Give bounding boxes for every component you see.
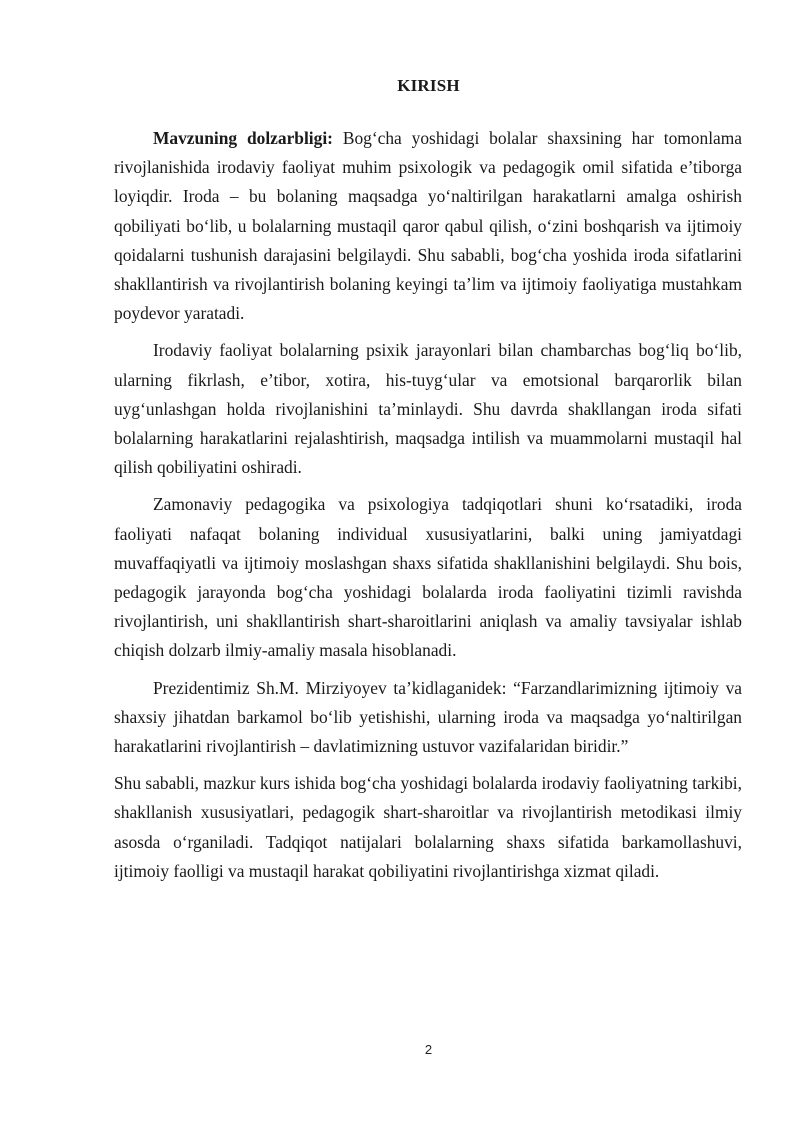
paragraph-course-work: Shu sababli, mazkur kurs ishida bog‘cha yoshidagi bolalarda irodaviy faoliyatning tarkibi, shakllanish xususiyatlari, pedagogik shart-sharoitlar va rivojlantirish metodikasi ilmiy asosda o‘rganiladi. Tadqiqot natijalari bolalarning shaxs sifatida barkamollashuvi, ijtimoiy faolligi va mustaqil harakat qobiliyatini rivojlantirishga xizmat qiladi. bbox=[114, 773, 742, 881]
relevance-lead: Mavzuning dolzarbligi: bbox=[153, 128, 333, 148]
relevance-text: Bog‘cha yoshidagi bolalar shaxsining har tomonlama rivojlanishida irodaviy faoliyat muhim psixologik va pedagogik omil sifatida e’tiborga loyiqdir. Iroda – bu bolaning maqsadga yo‘naltirilgan harakatlarni amalga oshirish qobiliyati bo‘lib, u bolalarning mustaqil qaror qabul qilish, o‘zini boshqarish va ijtimoiy qoidalarni tushunish darajasini belgilaydi. Shu sababli, bog‘cha yoshida iroda sifatlarini shakllantirish va rivojlantirish bolaning keyingi ta’lim va ijtimoiy faoliyatiga mustahkam poydevor yaratadi. bbox=[114, 128, 742, 324]
paragraph-modern-research: Zamonaviy pedagogika va psixologiya tadqiqotlari shuni ko‘rsatadiki, iroda faoliyati nafaqat bolaning individual xususiyatlarini, balki uning jamiyatdagi muvaffaqiyatli va ijtimoiy moslashgan shaxs sifatida shakllanishini belgilaydi. Shu bois, pedagogik jarayonda bog‘cha yoshidagi bolalarda iroda faoliyatini tizimli ravishda rivojlantirish, uni shakllantirish shart-sharoitlarini aniqlash va amaliy tavsiyalar ishlab chiqish dolzarb ilmiy-amaliy masala hisoblanadi. bbox=[114, 494, 742, 661]
paragraph-relevance bbox=[114, 124, 742, 328]
paragraph-president-quote: Prezidentimiz Sh.M. Mirziyoyev ta’kidlaganidek: “Farzandlarimizning ijtimoiy va shaxsiy jihatdan barkamol bo‘lib yetishishi, ularning iroda va maqsadga yo‘naltirilgan harakatlarini rivojlantirish – davlatimizning ustuvor vazifalaridan biridir.” bbox=[114, 677, 742, 757]
paragraph-volitional-activity: Irodaviy faoliyat bolalarning psixik jarayonlari bilan chambarchas bog‘liq bo‘lib, ularning fikrlash, e’tibor, xotira, his-tuyg‘ular va emotsional barqarorlik bilan uyg‘unlashgan holda rivojlanishini ta’minlaydi. Shu davrda shakllangan iroda sifati bolalarning harakatlarini rejalashtirish, maqsadga intilish va muammolarni mustaqil hal qilish qobiliyatini oshiradi. bbox=[114, 340, 742, 478]
page-number: 2 bbox=[424, 1042, 433, 1057]
section-heading: KIRISH bbox=[397, 76, 460, 95]
document-body bbox=[114, 124, 742, 894]
